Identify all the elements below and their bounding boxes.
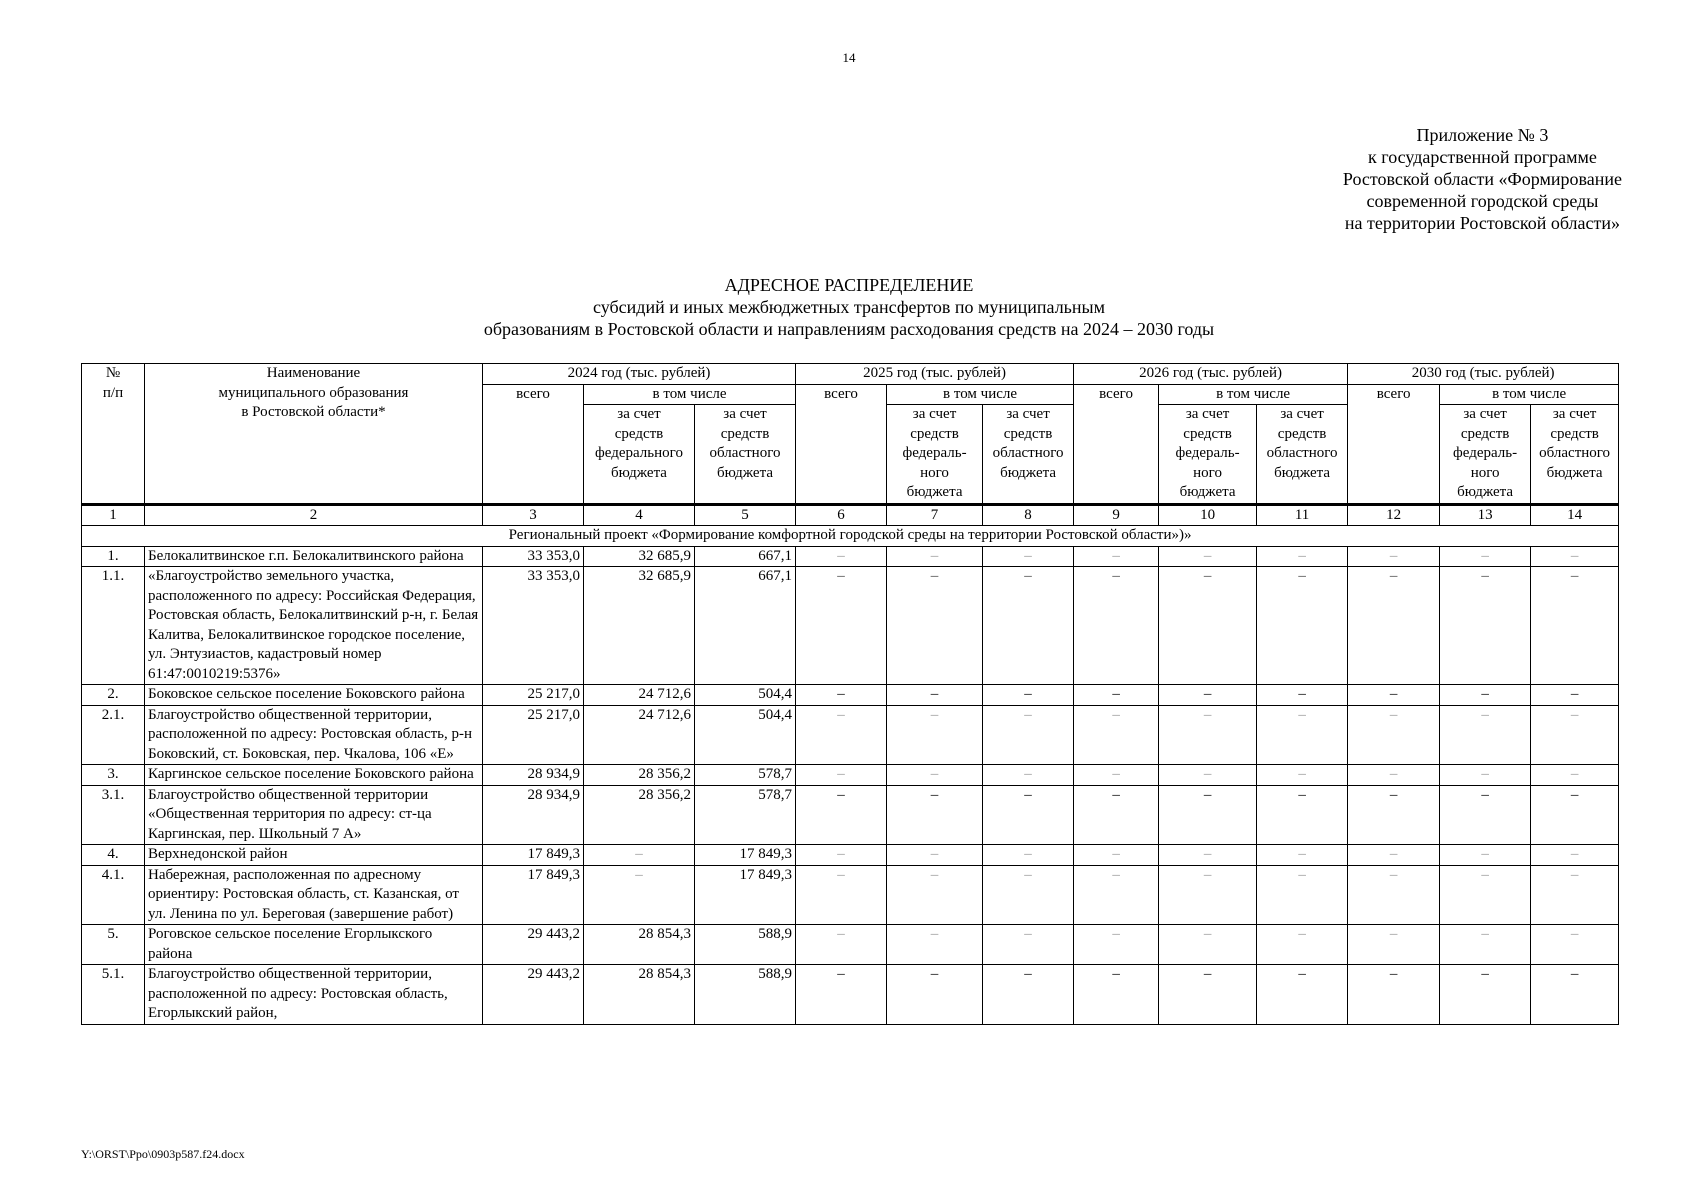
amount-total-2024: 29 443,2: [483, 925, 584, 965]
table-row: [82, 705, 1619, 765]
row-number: 4.: [82, 845, 145, 866]
empty-value-dash: –: [1531, 705, 1619, 765]
header-year-2030: 2030 год (тыс. рублей): [1348, 364, 1619, 385]
empty-value-dash: –: [1159, 546, 1257, 567]
empty-value-dash: –: [1440, 705, 1531, 765]
table-row: [82, 546, 1619, 567]
header-including: в том числе: [1440, 384, 1619, 405]
row-number: 3.1.: [82, 785, 145, 845]
header-total: всего: [1348, 384, 1440, 504]
amount-total-2024: 17 849,3: [483, 865, 584, 925]
section-row: [82, 526, 1619, 547]
empty-value-dash: –: [796, 546, 887, 567]
header-year-2024: 2024 год (тыс. рублей): [483, 364, 796, 385]
amount-total-2024: 25 217,0: [483, 705, 584, 765]
column-number: 13: [1440, 504, 1531, 526]
section-title: Региональный проект «Формирование комфортной городской среды на территории Ростовской области»)»: [82, 526, 1619, 547]
empty-value-dash: –: [1440, 546, 1531, 567]
empty-value-dash: –: [1159, 865, 1257, 925]
empty-value-dash: –: [1257, 685, 1348, 706]
header-name: Наименование муниципального образования в Ростовской области*: [145, 364, 483, 505]
empty-value-dash: –: [796, 765, 887, 786]
empty-value-dash: –: [887, 546, 983, 567]
header-federal: за счет средств федераль- ного бюджета: [1440, 405, 1531, 505]
header-regional: за счет средств областного бюджета: [695, 405, 796, 505]
empty-value-dash: –: [796, 965, 887, 1025]
empty-value-dash: –: [1074, 765, 1159, 786]
empty-value-dash: –: [887, 845, 983, 866]
empty-value-dash: –: [983, 785, 1074, 845]
header-regional: за счет средств областного бюджета: [1257, 405, 1348, 505]
table-row: [82, 965, 1619, 1025]
amount-federal-2024: 28 854,3: [584, 925, 695, 965]
title-line: субсидий и иных межбюджетных трансфертов по муниципальным: [592, 297, 1106, 317]
column-number: 9: [1074, 504, 1159, 526]
header-including: в том числе: [584, 384, 796, 405]
header-including: в том числе: [887, 384, 1074, 405]
column-number: 8: [983, 504, 1074, 526]
row-number: 2.1.: [82, 705, 145, 765]
empty-value-dash: –: [1074, 845, 1159, 866]
empty-value-dash: –: [1257, 925, 1348, 965]
empty-value-dash: –: [1531, 845, 1619, 866]
empty-value-dash: –: [887, 765, 983, 786]
column-number: 3: [483, 504, 584, 526]
empty-value-dash: –: [1531, 865, 1619, 925]
empty-value-dash: –: [983, 765, 1074, 786]
row-number: 2.: [82, 685, 145, 706]
header-including: в том числе: [1159, 384, 1348, 405]
empty-value-dash: –: [796, 567, 887, 685]
empty-value-dash: –: [1074, 925, 1159, 965]
table-row: [82, 685, 1619, 706]
column-number: 12: [1348, 504, 1440, 526]
amount-federal-2024: 24 712,6: [584, 705, 695, 765]
empty-value-dash: –: [1440, 785, 1531, 845]
table-body: [82, 504, 1619, 1024]
appendix-line: современной городской среды: [1366, 191, 1599, 211]
amount-regional-2024: 17 849,3: [695, 865, 796, 925]
empty-value-dash: –: [983, 567, 1074, 685]
empty-value-dash: –: [1074, 865, 1159, 925]
empty-value-dash: –: [983, 925, 1074, 965]
header-total: всего: [1074, 384, 1159, 504]
empty-value-dash: –: [1074, 685, 1159, 706]
appendix-line: к государственной программе: [1368, 147, 1597, 167]
empty-value-dash: –: [1257, 567, 1348, 685]
empty-value-dash: –: [1159, 765, 1257, 786]
empty-value-dash: –: [1440, 567, 1531, 685]
empty-value-dash: –: [1257, 865, 1348, 925]
empty-value-dash: –: [1074, 965, 1159, 1025]
row-number: 5.1.: [82, 965, 145, 1025]
empty-value-dash: –: [983, 845, 1074, 866]
empty-value-dash: –: [1440, 965, 1531, 1025]
amount-federal-2024: –: [584, 845, 695, 866]
row-number: 4.1.: [82, 865, 145, 925]
table-row: [82, 765, 1619, 786]
empty-value-dash: –: [1257, 705, 1348, 765]
empty-value-dash: –: [1074, 705, 1159, 765]
amount-regional-2024: 504,4: [695, 705, 796, 765]
empty-value-dash: –: [1531, 785, 1619, 845]
empty-value-dash: –: [887, 965, 983, 1025]
empty-value-dash: –: [1159, 567, 1257, 685]
empty-value-dash: –: [887, 567, 983, 685]
empty-value-dash: –: [1440, 765, 1531, 786]
amount-federal-2024: 28 854,3: [584, 965, 695, 1025]
empty-value-dash: –: [1348, 567, 1440, 685]
empty-value-dash: –: [796, 785, 887, 845]
appendix-note: [1343, 124, 1622, 234]
empty-value-dash: –: [1074, 546, 1159, 567]
empty-value-dash: –: [1440, 845, 1531, 866]
appendix-line: на территории Ростовской области»: [1344, 213, 1621, 233]
empty-value-dash: –: [796, 685, 887, 706]
header-federal: за счет средств федераль- ного бюджета: [887, 405, 983, 505]
amount-regional-2024: 667,1: [695, 546, 796, 567]
column-number-row: [82, 504, 1619, 526]
amount-total-2024: 28 934,9: [483, 765, 584, 786]
empty-value-dash: –: [983, 705, 1074, 765]
column-number: 7: [887, 504, 983, 526]
municipality-name: Благоустройство общественной территории, расположенной по адресу: Ростовская область, Егорлыкский район,: [145, 965, 483, 1025]
empty-value-dash: –: [1074, 567, 1159, 685]
empty-value-dash: –: [1348, 685, 1440, 706]
empty-value-dash: –: [1348, 705, 1440, 765]
table-row: [82, 785, 1619, 845]
empty-value-dash: –: [1440, 865, 1531, 925]
header-year-2026: 2026 год (тыс. рублей): [1074, 364, 1348, 385]
empty-value-dash: –: [796, 925, 887, 965]
header-regional: за счет средств областного бюджета: [1531, 405, 1619, 505]
amount-regional-2024: 667,1: [695, 567, 796, 685]
municipality-name: Верхнедонской район: [145, 845, 483, 866]
amount-federal-2024: 28 356,2: [584, 765, 695, 786]
header-num: № п/п: [82, 364, 145, 505]
amount-total-2024: 29 443,2: [483, 965, 584, 1025]
file-path-footer: Y:\ORST\Ppo\0903p587.f24.docx: [81, 1147, 245, 1161]
empty-value-dash: –: [796, 705, 887, 765]
empty-value-dash: –: [1348, 925, 1440, 965]
amount-regional-2024: 504,4: [695, 685, 796, 706]
empty-value-dash: –: [1348, 845, 1440, 866]
page-number: 14: [842, 50, 856, 65]
empty-value-dash: –: [1257, 965, 1348, 1025]
municipality-name: Набережная, расположенная по адресному ориентиру: Ростовская область, ст. Казанская, от ул. Ленина по ул. Береговая (завершение работ): [145, 865, 483, 925]
appendix-line: Ростовской области «Формирование: [1342, 169, 1622, 189]
empty-value-dash: –: [887, 685, 983, 706]
amount-regional-2024: 578,7: [695, 785, 796, 845]
empty-value-dash: –: [887, 925, 983, 965]
amount-regional-2024: 578,7: [695, 765, 796, 786]
empty-value-dash: –: [1074, 785, 1159, 845]
column-number: 4: [584, 504, 695, 526]
municipality-name: «Благоустройство земельного участка, расположенного по адресу: Российская Федерация, Ростовская область, Белокалитвинский р-н, г. Белая Калитва, Белокалитвинское городское поселение, ул. Энтузиастов, кадастровый номер 61:47:0010219:5376»: [145, 567, 483, 685]
amount-federal-2024: –: [584, 865, 695, 925]
amount-total-2024: 25 217,0: [483, 685, 584, 706]
empty-value-dash: –: [1257, 546, 1348, 567]
empty-value-dash: –: [1159, 845, 1257, 866]
empty-value-dash: –: [1531, 925, 1619, 965]
distribution-table: [81, 363, 1619, 1025]
empty-value-dash: –: [1531, 546, 1619, 567]
amount-regional-2024: 588,9: [695, 925, 796, 965]
table-row: [82, 925, 1619, 965]
row-number: 3.: [82, 765, 145, 786]
municipality-name: Боковское сельское поселение Боковского района: [145, 685, 483, 706]
column-number: 1: [82, 504, 145, 526]
empty-value-dash: –: [1159, 685, 1257, 706]
municipality-name: Благоустройство общественной территории, расположенной по адресу: Ростовская область, р-н Боковский, ст. Боковская, пер. Чкалова, 106 «Е»: [145, 705, 483, 765]
municipality-name: Каргинское сельское поселение Боковского района: [145, 765, 483, 786]
empty-value-dash: –: [983, 546, 1074, 567]
empty-value-dash: –: [796, 845, 887, 866]
empty-value-dash: –: [1257, 785, 1348, 845]
column-number: 2: [145, 504, 483, 526]
empty-value-dash: –: [1159, 925, 1257, 965]
header-total: всего: [483, 384, 584, 504]
empty-value-dash: –: [1257, 845, 1348, 866]
empty-value-dash: –: [1531, 765, 1619, 786]
empty-value-dash: –: [1440, 925, 1531, 965]
municipality-name: Белокалитвинское г.п. Белокалитвинского района: [145, 546, 483, 567]
empty-value-dash: –: [983, 865, 1074, 925]
empty-value-dash: –: [1159, 785, 1257, 845]
amount-total-2024: 33 353,0: [483, 546, 584, 567]
empty-value-dash: –: [1531, 965, 1619, 1025]
column-number: 11: [1257, 504, 1348, 526]
municipality-name: Роговское сельское поселение Егорлыкского района: [145, 925, 483, 965]
column-number: 6: [796, 504, 887, 526]
column-number: 5: [695, 504, 796, 526]
column-number: 14: [1531, 504, 1619, 526]
empty-value-dash: –: [983, 965, 1074, 1025]
empty-value-dash: –: [887, 705, 983, 765]
table-row: [82, 845, 1619, 866]
empty-value-dash: –: [1348, 546, 1440, 567]
header-federal: за счет средств федераль- ного бюджета: [1159, 405, 1257, 505]
header-total: всего: [796, 384, 887, 504]
empty-value-dash: –: [1159, 965, 1257, 1025]
header-regional: за счет средств областного бюджета: [983, 405, 1074, 505]
empty-value-dash: –: [1159, 705, 1257, 765]
amount-regional-2024: 17 849,3: [695, 845, 796, 866]
table-row: [82, 865, 1619, 925]
row-number: 5.: [82, 925, 145, 965]
empty-value-dash: –: [1348, 765, 1440, 786]
table-header: [82, 364, 1619, 505]
amount-federal-2024: 32 685,9: [584, 567, 695, 685]
amount-federal-2024: 24 712,6: [584, 685, 695, 706]
table-row: [82, 567, 1619, 685]
empty-value-dash: –: [983, 685, 1074, 706]
amount-federal-2024: 32 685,9: [584, 546, 695, 567]
empty-value-dash: –: [1440, 685, 1531, 706]
title-line: образованиям в Ростовской области и направлениям расходования средств на 2024 – 2030 годы: [483, 319, 1215, 339]
row-number: 1.: [82, 546, 145, 567]
amount-regional-2024: 588,9: [695, 965, 796, 1025]
header-federal: за счет средств федерального бюджета: [584, 405, 695, 505]
amount-total-2024: 17 849,3: [483, 845, 584, 866]
row-number: 1.1.: [82, 567, 145, 685]
empty-value-dash: –: [887, 785, 983, 845]
empty-value-dash: –: [796, 865, 887, 925]
header-year-2025: 2025 год (тыс. рублей): [796, 364, 1074, 385]
empty-value-dash: –: [1348, 965, 1440, 1025]
empty-value-dash: –: [887, 865, 983, 925]
empty-value-dash: –: [1257, 765, 1348, 786]
amount-total-2024: 33 353,0: [483, 567, 584, 685]
empty-value-dash: –: [1348, 865, 1440, 925]
column-number: 10: [1159, 504, 1257, 526]
appendix-line: Приложение № 3: [1416, 125, 1549, 145]
amount-total-2024: 28 934,9: [483, 785, 584, 845]
amount-federal-2024: 28 356,2: [584, 785, 695, 845]
municipality-name: Благоустройство общественной территории «Общественная территория по адресу: ст-ца Каргинская, пер. Школьный 7 А»: [145, 785, 483, 845]
empty-value-dash: –: [1348, 785, 1440, 845]
document-title: [0, 274, 1698, 340]
title-line: АДРЕСНОЕ РАСПРЕДЕЛЕНИЕ: [724, 275, 974, 295]
empty-value-dash: –: [1531, 567, 1619, 685]
empty-value-dash: –: [1531, 685, 1619, 706]
